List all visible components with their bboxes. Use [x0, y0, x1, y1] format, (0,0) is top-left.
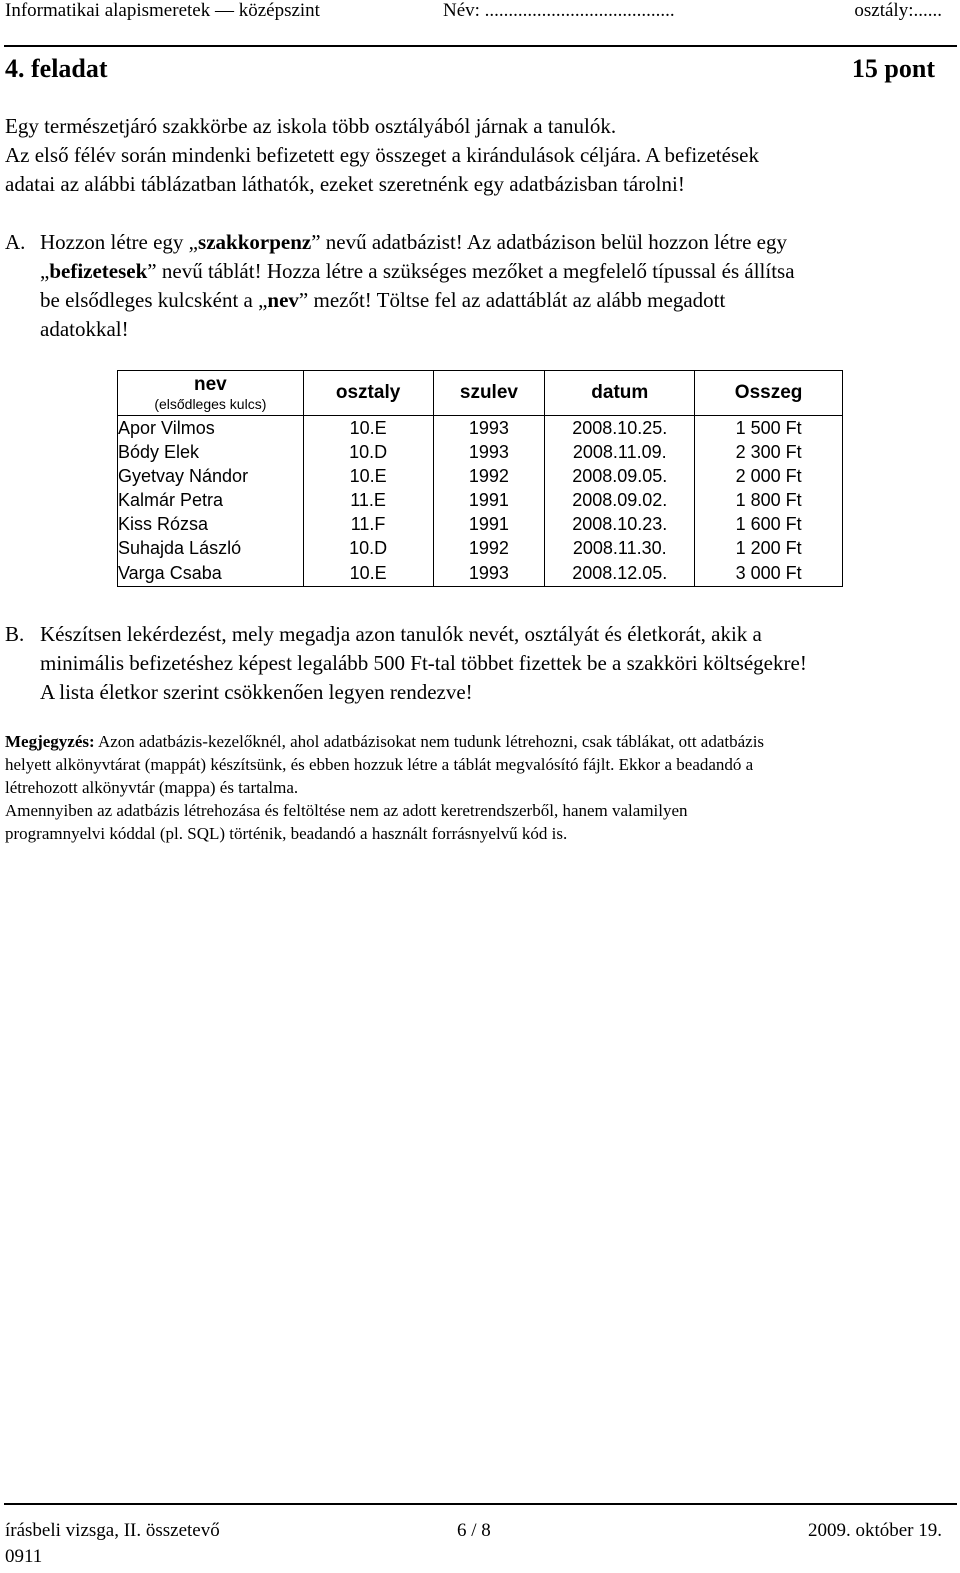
- table-row: [118, 512, 843, 536]
- column-header-datum: datum: [545, 371, 695, 416]
- note-label: Megjegyzés:: [5, 732, 95, 751]
- cell-datum: 2008.11.09.: [545, 440, 695, 464]
- task-title: 4. feladat: [5, 54, 108, 83]
- intro-line: Egy természetjáró szakkörbe az iskola több osztályából járnak a tanulók.: [5, 114, 617, 138]
- cell-osztaly: 10.D: [303, 536, 433, 560]
- cell-szulev: 1991: [433, 488, 545, 512]
- cell-osztaly: 11.E: [303, 488, 433, 512]
- note-line: Megjegyzés: Azon adatbázis-kezelőknél, ahol adatbázisokat nem tudunk létrehozni, csak táblákat, ott adatbázis: [5, 732, 765, 751]
- table-row: [118, 560, 843, 587]
- intro-line: Az első félév során mindenki befizetett egy összeget a kirándulások céljára. A befizetések: [5, 143, 759, 167]
- footer-page-number: 6 / 8: [457, 1520, 491, 1541]
- cell-osztaly: 10.E: [303, 560, 433, 587]
- cell-datum: 2008.09.02.: [545, 488, 695, 512]
- part-b: [0, 620, 960, 710]
- header-rule: [4, 45, 957, 47]
- cell-szulev: 1992: [433, 536, 545, 560]
- cell-datum: 2008.11.30.: [545, 536, 695, 560]
- footer-rule: [4, 1503, 957, 1505]
- cell-osszeg: 2 000 Ft: [695, 464, 843, 488]
- part-a-line: „befizetesek” nevű táblát! Hozza létre a szükséges mezőket a megfelelő típussal és állítsa: [40, 259, 795, 283]
- part-a-line: adatokkal!: [40, 317, 129, 341]
- table-row: [118, 416, 843, 441]
- part-b-body: [40, 620, 950, 707]
- column-header-osszeg: Osszeg: [695, 371, 843, 416]
- cell-osztaly: 10.E: [303, 416, 433, 441]
- cell-szulev: 1993: [433, 560, 545, 587]
- cell-szulev: 1992: [433, 464, 545, 488]
- part-b-line: A lista életkor szerint csökkenően legyen rendezve!: [40, 680, 473, 704]
- table-row: [118, 488, 843, 512]
- note-line: helyett alkönyvtárat (mappát) készítsünk, és ebben hozzuk létre a táblát megvalósító fájlt. Ekkor a beadandó a: [5, 755, 754, 774]
- part-a-line: be elsődleges kulcsként a „nev” mezőt! Töltse fel az adattáblát az alább megadott: [40, 288, 726, 312]
- cell-osszeg: 1 600 Ft: [695, 512, 843, 536]
- note-line: Amennyiben az adatbázis létrehozása és feltöltése nem az adott keretrendszerből, hanem valamilyen: [5, 801, 688, 820]
- column-header-osztaly: osztaly: [303, 371, 433, 416]
- intro-paragraph: [5, 112, 945, 199]
- cell-osszeg: 3 000 Ft: [695, 560, 843, 587]
- part-b-line: Készítsen lekérdezést, mely megadja azon tanulók nevét, osztályát és életkorát, akik a: [40, 622, 762, 646]
- cell-datum: 2008.10.25.: [545, 416, 695, 441]
- column-header-szulev: szulev: [433, 371, 545, 416]
- header-subject: Informatikai alapismeretek — középszint: [5, 0, 320, 21]
- page-footer: [5, 1520, 942, 1570]
- part-b-line: minimális befizetéshez képest legalább 500 Ft-tal többet fizettek be a szakköri költségekre!: [40, 651, 807, 675]
- cell-szulev: 1993: [433, 416, 545, 441]
- cell-nev: Kiss Rózsa: [118, 512, 304, 536]
- table-row: [118, 440, 843, 464]
- cell-osztaly: 10.E: [303, 464, 433, 488]
- header-class-field: osztály:......: [854, 0, 942, 21]
- cell-szulev: 1991: [433, 512, 545, 536]
- column-header-nev: nev (elsődleges kulcs): [118, 371, 304, 416]
- note-line: programnyelvi kóddal (pl. SQL) történik, beadandó a használt forrásnyelvű kód is.: [5, 824, 568, 843]
- cell-datum: 2008.09.05.: [545, 464, 695, 488]
- table-header-row: [118, 371, 843, 416]
- part-b-letter: B.: [5, 622, 25, 646]
- cell-nev: Kalmár Petra: [118, 488, 304, 512]
- cell-osszeg: 1 200 Ft: [695, 536, 843, 560]
- part-a-line: Hozzon létre egy „szakkorpenz” nevű adatbázist! Az adatbázison belül hozzon létre egy: [40, 230, 788, 254]
- cell-datum: 2008.10.23.: [545, 512, 695, 536]
- cell-nev: Bódy Elek: [118, 440, 304, 464]
- table-row: [118, 464, 843, 488]
- note-block: [5, 730, 950, 845]
- table-row: [118, 536, 843, 560]
- footer-date: 2009. október 19.: [807, 1520, 942, 1541]
- cell-osszeg: 2 300 Ft: [695, 440, 843, 464]
- payments-table: [117, 370, 843, 587]
- intro-line: adatai az alábbi táblázatban láthatók, ezeket szeretnénk egy adatbázisban tárolni!: [5, 172, 685, 196]
- cell-osztaly: 11.F: [303, 512, 433, 536]
- cell-osszeg: 1 500 Ft: [695, 416, 843, 441]
- cell-nev: Suhajda László: [118, 536, 304, 560]
- footer-exam-label: írásbeli vizsga, II. összetevő: [5, 1520, 220, 1541]
- cell-szulev: 1993: [433, 440, 545, 464]
- header-name-field: Név: ........................................: [443, 0, 675, 21]
- part-a-letter: A.: [5, 230, 26, 254]
- task-points: 15 pont: [851, 54, 935, 83]
- footer-code: 0911: [5, 1546, 43, 1567]
- cell-datum: 2008.12.05.: [545, 560, 695, 587]
- note-line: létrehozott alkönyvtár (mappa) és tartalma.: [5, 778, 299, 797]
- cell-osztaly: 10.D: [303, 440, 433, 464]
- cell-nev: Gyetvay Nándor: [118, 464, 304, 488]
- cell-osszeg: 1 800 Ft: [695, 488, 843, 512]
- page-header: [5, 0, 942, 24]
- cell-nev: Varga Csaba: [118, 560, 304, 587]
- part-a-body: [40, 228, 950, 344]
- part-a: [0, 228, 960, 348]
- cell-nev: Apor Vilmos: [118, 416, 304, 441]
